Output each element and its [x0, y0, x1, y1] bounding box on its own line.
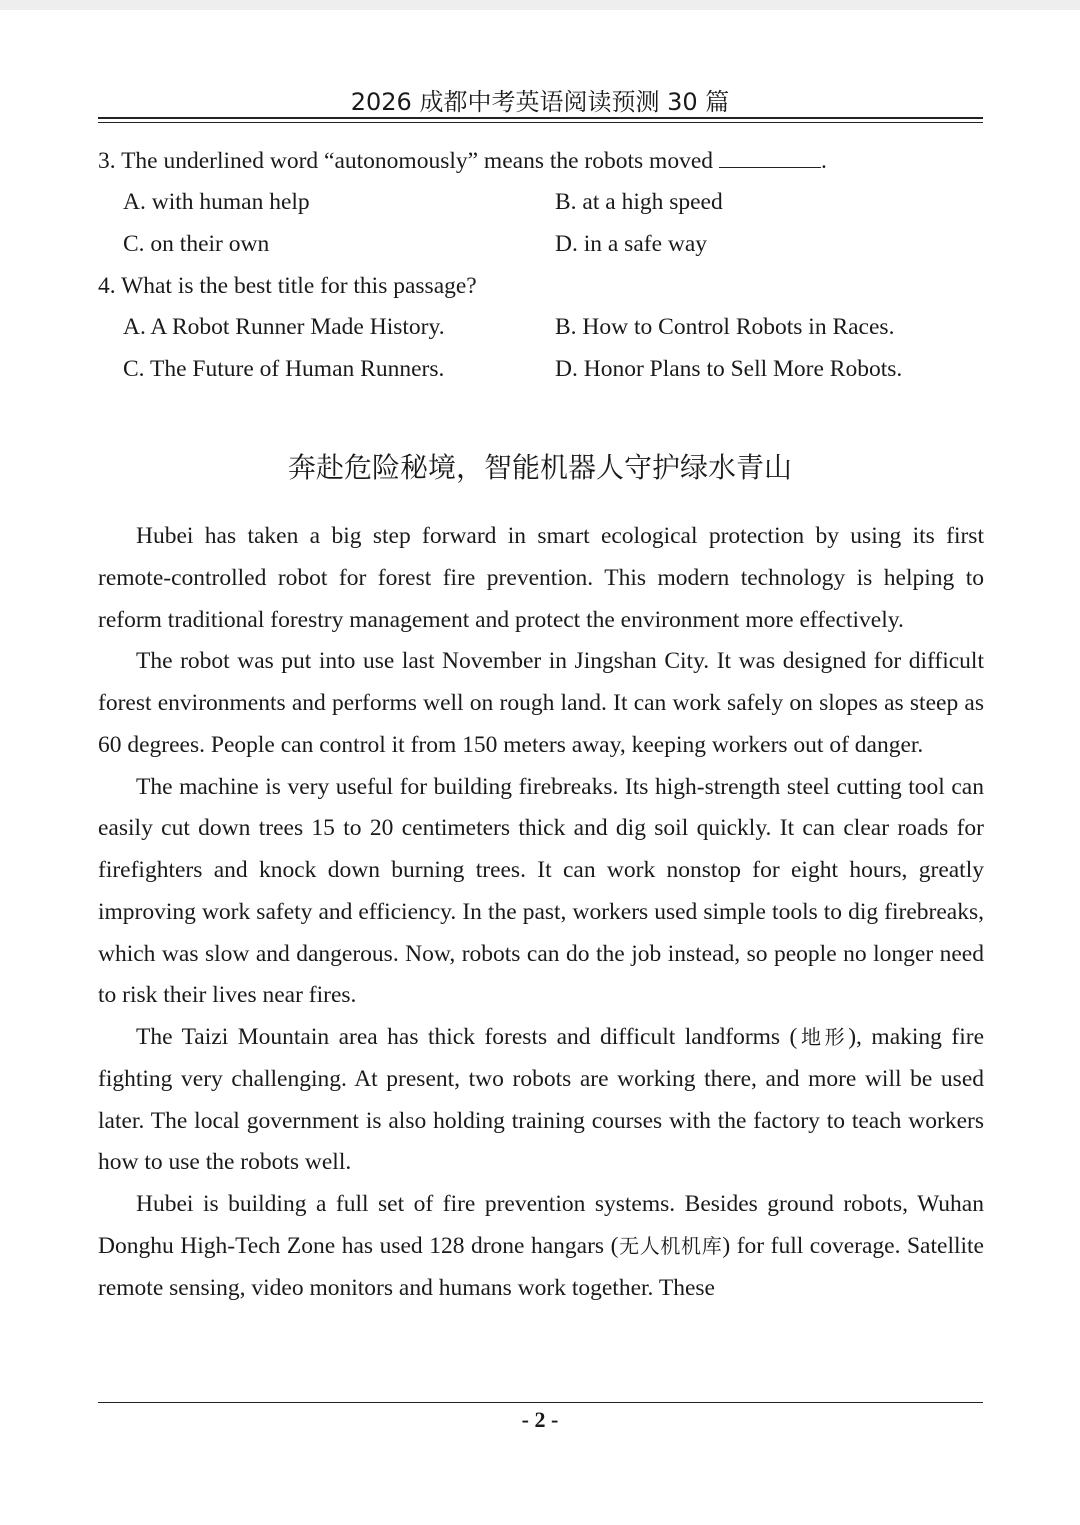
top-strip	[0, 0, 1080, 10]
paragraph-5-text-start: Hubei is building a full set of fire prevention systems. Besides ground robots, Wuhan Donghu High-Tech Zone has used 128 drone hangars (	[98, 1191, 984, 1259]
header-rule-thin	[98, 122, 983, 123]
question-3-stem	[98, 145, 827, 176]
page-header-title: 2026 成都中考英语阅读预测 30 篇	[350, 88, 730, 116]
answer-blank	[719, 145, 821, 168]
question-3-option-c: C. on their own	[123, 231, 270, 257]
question-4-stem: 4. What is the best title for this passage?	[98, 273, 477, 299]
footer-rule	[98, 1402, 983, 1403]
passage-paragraph-1: Hubei has taken a big step forward in smart ecological protection by using its first remote-controlled robot for forest fire prevention. This modern technology is helping to reform traditional forestry management and protect the environment more effectively.	[98, 523, 984, 633]
question-4-option-b: B. How to Control Robots in Races.	[555, 314, 895, 340]
passage-paragraph-3: The machine is very useful for building firebreaks. Its high-strength steel cutting tool can easily cut down trees 15 to 20 centimeters thick and dig soil quickly. It can clear roads for firefighters and knock down burning trees. It can work nonstop for eight hours, greatly improving work safety and efficiency. In the past, workers used simple tools to dig firebreaks, which was slow and dangerous. Now, robots can do the job instead, so people no longer need to risk their lives near fires.	[98, 773, 984, 1009]
question-3-option-a: A. with human help	[123, 189, 310, 215]
paragraph-5-gloss: 无人机机库	[618, 1233, 723, 1258]
question-4-option-a: A. A Robot Runner Made History.	[123, 314, 445, 340]
passage-paragraph-2: The robot was put into use last November in Jingshan City. It was designed for difficult forest environments and performs well on rough land. It can work safely on slopes as steep as 60 degrees. People can control it from 150 meters away, keeping workers out of danger.	[98, 648, 984, 758]
passage-title: 奔赴危险秘境，智能机器人守护绿水青山	[287, 451, 792, 484]
paragraph-4-gloss: 地形	[797, 1025, 849, 1049]
page-number: - 2 -	[521, 1407, 559, 1432]
passage-body	[98, 516, 984, 1309]
passage-paragraph-5	[98, 1184, 984, 1309]
question-4-option-d: D. Honor Plans to Sell More Robots.	[555, 356, 903, 382]
question-3-option-d: D. in a safe way	[555, 231, 708, 257]
question-3-stem-end: .	[821, 148, 827, 174]
passage-paragraph-4	[98, 1017, 984, 1184]
question-4-option-c: C. The Future of Human Runners.	[123, 356, 445, 382]
question-3-stem-text: 3. The underlined word “autonomously” means the robots moved	[98, 148, 714, 174]
paragraph-4-text-start: The Taizi Mountain area has thick forests and difficult landforms (	[136, 1024, 798, 1050]
paragraph-5-text-end: ) for full coverage. Satellite remote sensing, video monitors and humans work together. These	[98, 1232, 984, 1301]
question-3-option-b: B. at a high speed	[555, 189, 723, 215]
paragraph-4-text-end: ), making fire fighting very challenging. At present, two robots are working there, and more will be used later. The local government is also holding training courses with the factory to teach workers how to use the robots well.	[98, 1024, 985, 1176]
header-rule-thick	[98, 117, 983, 119]
